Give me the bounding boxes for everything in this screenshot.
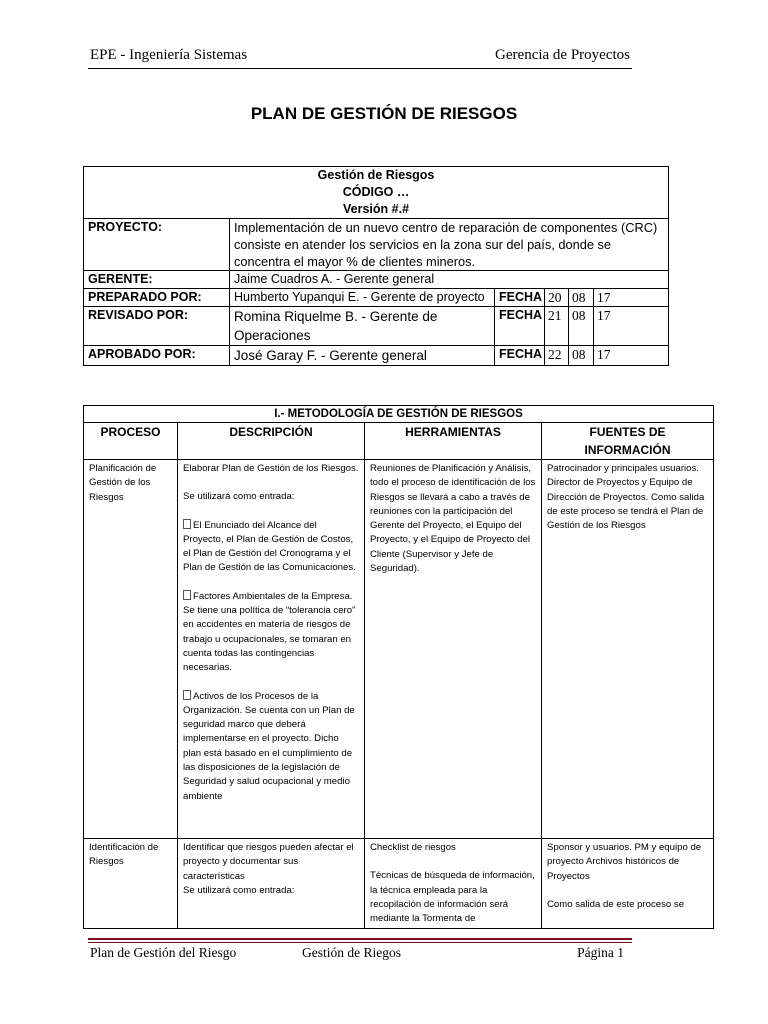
fecha-month: 08 xyxy=(569,307,594,346)
row2-fuentes-salida: Como salida de este proceso se xyxy=(547,898,685,910)
row1-desc-intro: Elaborar Plan de Gestión de los Riesgos. xyxy=(183,463,359,474)
aprobado-label: APROBADO POR: xyxy=(84,346,230,366)
fecha-day: 22 xyxy=(545,346,569,366)
fecha-label: FECHA xyxy=(495,346,545,366)
revisado-value: Romina Riquelme B. - Gerente de Operaciones xyxy=(230,307,495,346)
fecha-year: 17 xyxy=(594,346,669,366)
row2-herr-tecnicas: Técnicas de búsqueda de información, la técnica empleada para la recopilación de información será mediante la Tormenta de xyxy=(370,870,535,925)
footer-rule xyxy=(88,938,632,943)
header-left-text: EPE - Ingeniería Sistemas xyxy=(90,47,248,63)
row1-fuentes: Patrocinador y principales usuarios. Director de Proyectos y Equipo de Dirección de Proyectos. Como salida de este proceso se tendrá el Plan de Gestión de los Riesgos xyxy=(542,460,714,839)
info-head-code: CÓDIGO … xyxy=(342,185,410,199)
preparado-label: PREPARADO POR: xyxy=(84,289,230,307)
methodology-table xyxy=(83,405,714,929)
row2-fuentes-list: Sponsor y usuarios. PM y equipo de proyecto Archivos históricos de Proyectos xyxy=(547,842,702,882)
fecha-year: 17 xyxy=(594,307,669,346)
row2-herramientas xyxy=(365,839,542,929)
info-head-title: Gestión de Riesgos xyxy=(317,168,435,182)
row1-desc-item-2: Factores Ambientales de la Empresa. Se tiene una política de “tolerancia cero” en accidentes en materia de riesgos de trabajo u ocupacionales, se tomaran en cuenta todas las contingencias necesarias. xyxy=(183,590,356,674)
checkbox-bullet-icon xyxy=(183,690,191,700)
row1-desc-input-label: Se utilizará como entrada: xyxy=(183,491,295,503)
info-head-version: Versión #.# xyxy=(343,202,410,216)
footer-center-text: Gestión de Riegos xyxy=(302,945,401,960)
col-header-descripcion: DESCRIPCIÓN xyxy=(178,423,365,460)
proyecto-value: Implementación de un nuevo centro de reparación de componentes (CRC) consiste en atender los servicios en la zona sur del país, donde se concentra el mayor % de clientes mineros. xyxy=(230,219,669,271)
fecha-month: 08 xyxy=(569,289,594,307)
fecha-year: 17 xyxy=(594,289,669,307)
row1-desc-item-1: El Enunciado del Alcance del Proyecto, el Plan de Gestión de Costos, el Plan de Gestión del Cronograma y el Plan de Gestión de las Comunicaciones. xyxy=(183,519,356,574)
row2-fuentes xyxy=(542,839,714,929)
row1-proceso: Planificación de Gestión de los Riesgos xyxy=(84,460,178,839)
footer-left-text: Plan de Gestión del Riesgo xyxy=(90,945,237,960)
row2-descripcion xyxy=(178,839,365,929)
fecha-day: 21 xyxy=(545,307,569,346)
gerente-value: Jaime Cuadros A. - Gerente general xyxy=(230,271,669,289)
col-header-proceso: PROCESO xyxy=(84,423,178,460)
page-footer xyxy=(88,945,632,965)
fecha-label: FECHA xyxy=(495,307,545,346)
col-header-herramientas: HERRAMIENTAS xyxy=(365,423,542,460)
proyecto-label: PROYECTO: xyxy=(84,219,230,271)
row2-desc-intro: Identificar que riesgos pueden afectar el proyecto y documentar sus características xyxy=(183,842,354,882)
fecha-label: FECHA xyxy=(495,289,545,307)
header-right-text: Gerencia de Proyectos xyxy=(495,47,630,63)
aprobado-value: José Garay F. - Gerente general xyxy=(230,346,495,366)
row2-herr-checklist: Checklist de riesgos xyxy=(370,842,456,853)
fecha-month: 08 xyxy=(569,346,594,366)
row2-desc-input-label: Se utilizará como entrada: xyxy=(183,884,295,896)
checkbox-bullet-icon xyxy=(183,590,191,600)
checkbox-bullet-icon xyxy=(183,519,191,529)
gerente-label: GERENTE: xyxy=(84,271,230,289)
info-table xyxy=(83,166,669,366)
row1-herramientas: Reuniones de Planificación y Análisis, todo el proceso de identificación de los Riesgos se llevará a cabo a través de reuniones con la participación del Gerente del Proyecto, el Equipo del Proyecto, y el Equipo de Proyecto del Cliente (Supervisor y Jefe de Seguridad). xyxy=(365,460,542,839)
page-number: Página 1 xyxy=(577,945,624,960)
info-header-cell xyxy=(84,167,669,219)
methodology-title: I.- METODOLOGÍA DE GESTIÓN DE RIESGOS xyxy=(84,406,714,423)
preparado-value: Humberto Yupanqui E. - Gerente de proyecto xyxy=(230,289,495,307)
row1-descripcion xyxy=(178,460,365,839)
document-title: PLAN DE GESTIÓN DE RIESGOS xyxy=(250,104,518,123)
revisado-label: REVISADO POR: xyxy=(84,307,230,346)
row1-desc-item-3: Activos de los Procesos de la Organización. Se cuenta con un Plan de seguridad marco que deberá implementarse en el proyecto. Dicho plan está basado en el cumplimiento de las disposiciones de la legislación de Seguridad y salud ocupacional y medio ambiente xyxy=(183,690,355,802)
row2-proceso: Identificación de Riesgos xyxy=(84,839,178,929)
fecha-day: 20 xyxy=(545,289,569,307)
col-header-fuentes: FUENTES DE INFORMACIÓN xyxy=(542,423,714,460)
